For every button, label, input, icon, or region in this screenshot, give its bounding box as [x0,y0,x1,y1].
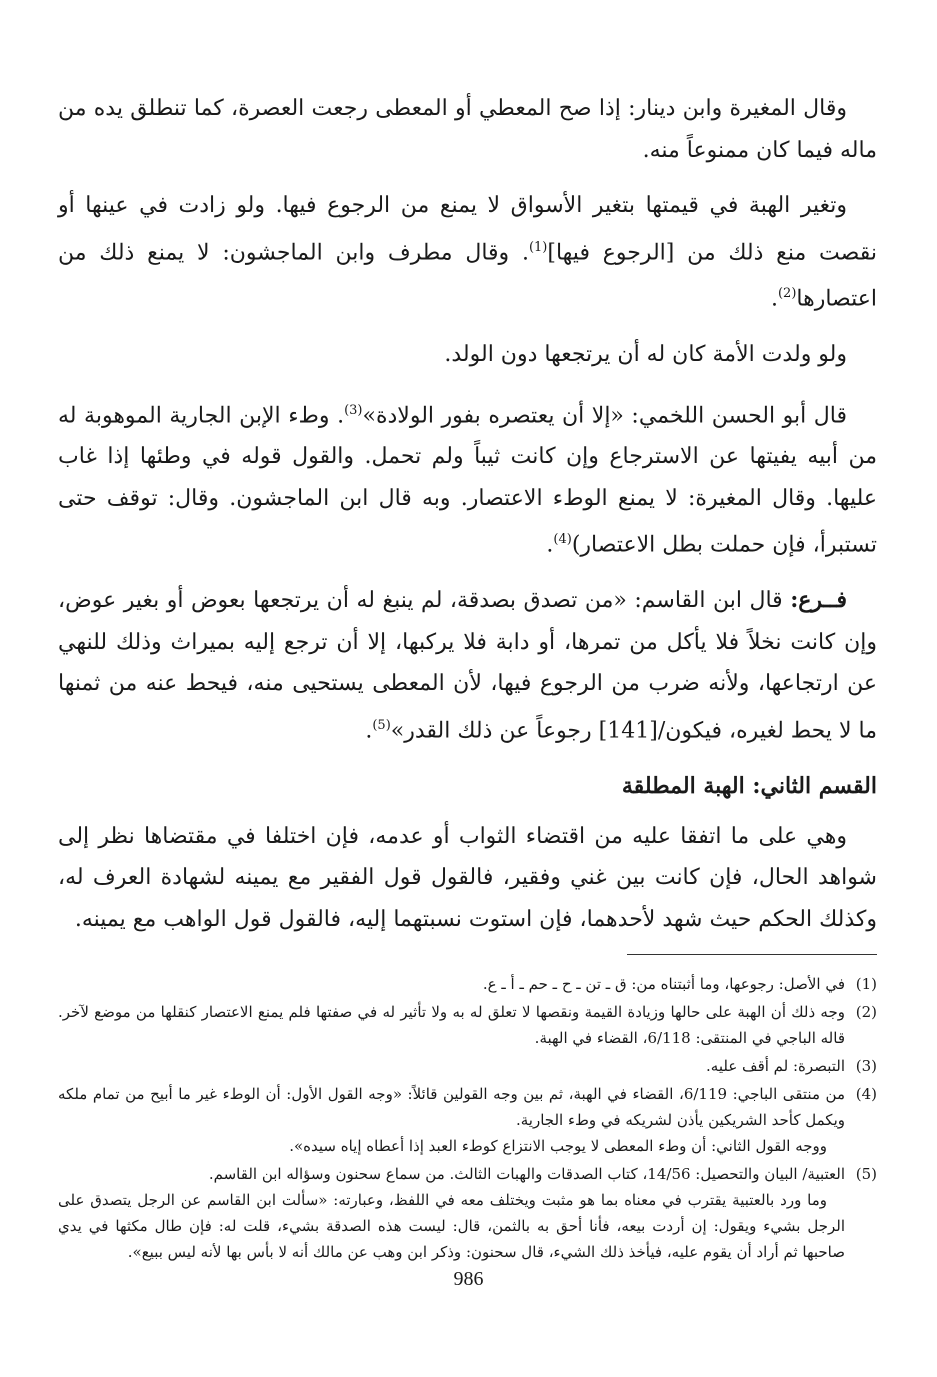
paragraph-2: وتغير الهبة في قيمتها بتغير الأسواق لا يمنع من الرجوع فيها. ولو زادت في عينها أو نقصت منع ذلك من [الرجوع فيها]$^{(1)}$. وقال مطرف وابن الماجشون: لا يمنع ذلك من اعتصارها$^{(2)}$. [58,193,877,312]
footnote-ref-3[interactable]: (3) [344,402,363,418]
page-number: 986 [453,1268,484,1290]
paragraph-4: قال أبو الحسن اللخمي: «إلا أن يعتصره بفور الولادة»$^{(3)}$. وطء الإبن الجارية الموهوبة له من أبيه يفيتها عن الاسترجاع وإن كانت ثيباً ولم تحمل. والقول قوله في وطئها إذا غاب عليها. وقال المغيرة: لا يمنع الوطء الاعتصار. وبه قال ابن الماجشون. وقال: توقف حتى تستبرأ، فإن حملت بطل الاعتصار)$^{(4)}$. [58,402,877,558]
far-paragraph: فــرع: قال ابن القاسم: «من تصدق بصدقة، لم ينبغ له أن يرتجعها بعوض أو بغير عوض، وإن كانت نخلاً فلا يأكل من تمرها، أو دابة فلا يركبها، إلا أن ترجع إليه بميراث وذلك للنهي عن ارتجاعها، ولأنه ضرب من الرجوع فيها، لأن المعطى يستحيى منه، فيحط عنه من ثمنها ما لا يحط لغيره، فيكون/[141] رجوعاً عن ذلك القدر»$^{(5)}$. [58,587,877,744]
section-paragraph: وهي على ما اتفقا عليه من اقتضاء الثواب أو عدمه، فإن اختلفا في مقتضاها نظر إلى شواهد الحال، فإن كانت بين غني وفقير، فالقول قول الفقير مع يمينه لشهادة العرف له، وكذلك الحكم حيث شهد لأحدهما، فإن استوت نسبتهما إليه، فالقول قول الواهب مع يمينه. [58,823,877,932]
footnote-3: (3) التبصرة: لم أقف عليه. [58,1053,877,1079]
footnote-ref-2[interactable]: (2) [777,286,797,302]
footnote-number: (5) [855,1165,877,1184]
paragraph-1: وقال المغيرة وابن دينار: إذا صح المعطي أو المعطى رجعت العصرة، كما تنطلق يده من ماله فيما كان ممنوعاً منه. [58,96,877,163]
footnote-number: (4) [855,1085,877,1104]
paragraph-3: ولو ولدت الأمة كان له أن يرتجعها دون الولد. [444,342,847,368]
footnote-ref-5[interactable]: (5) [372,717,391,733]
far-label: فــرع: [790,587,847,614]
footnote-number: (3) [855,1057,877,1076]
page-body [58,88,877,1267]
footnote-2: (2) وجه ذلك أن الهبة على حالها وزيادة القيمة ونقصها لا تعلق له به ولا تأثير له في صفتها فلم يمنع الاعتصار كنقلها من موضع لآخر. قاله الباجي في المنتقى: 6/118، القضاء في الهبة. [58,999,877,1051]
footnote-ref-4[interactable]: (4) [553,532,572,548]
footnote-1: (1) في الأصل: رجوعها، وما أثبتناه من: ق ـ تن ـ ح ـ حم ـ أ ـ ع. [58,971,877,997]
footnote-5: (5) العتبية/ البيان والتحصيل: 14/56، كتاب الصدقات والهبات الثالث. من سماع سحنون وسؤاله ابن القاسم. وما ورد بالعتبية يقترب في معناه بما هو مثبت ويختلف معه في اللفظ، وعبارته: «سألت ابن القاسم عن الرجل يتصدق على الرجل بشيء ويقول: إن أردت بيعه، فأنا أحق به بالثمن، قال: ليست هذه الصدقة بشيء، قلت له: فإن طال مكثها في يدي صاحبها ثم أراد أن يقوم عليه، فيأخذ ذلك الشيء، قال سحنون: وذكر ابن وهب عن مالك أنه لا بأس بها لأنه ليس ببيع». [58,1161,877,1265]
footnotes [58,971,877,1265]
footnote-divider [627,954,877,955]
footnote-ref-1[interactable]: (1) [528,239,548,255]
footnote-number: (1) [855,975,877,994]
footnote-4: (4) من منتقى الباجي: 6/119، القضاء في الهبة، ثم بين وجه القولين قائلاً: «وجه القول الأول: أن الوطء غير ما أبيح من تمام ملكه ويكمل كأحد الشريكين يأذن لشريكه في وطء الجارية. ووجه القول الثاني: أن وطء المعطى لا يوجب الانتزاع كوطء العبد إذا أعطاه إياه سيده». [58,1081,877,1159]
section-heading: القسم الثاني: الهبة المطلقة [621,772,877,799]
footnote-number: (2) [855,1003,877,1022]
